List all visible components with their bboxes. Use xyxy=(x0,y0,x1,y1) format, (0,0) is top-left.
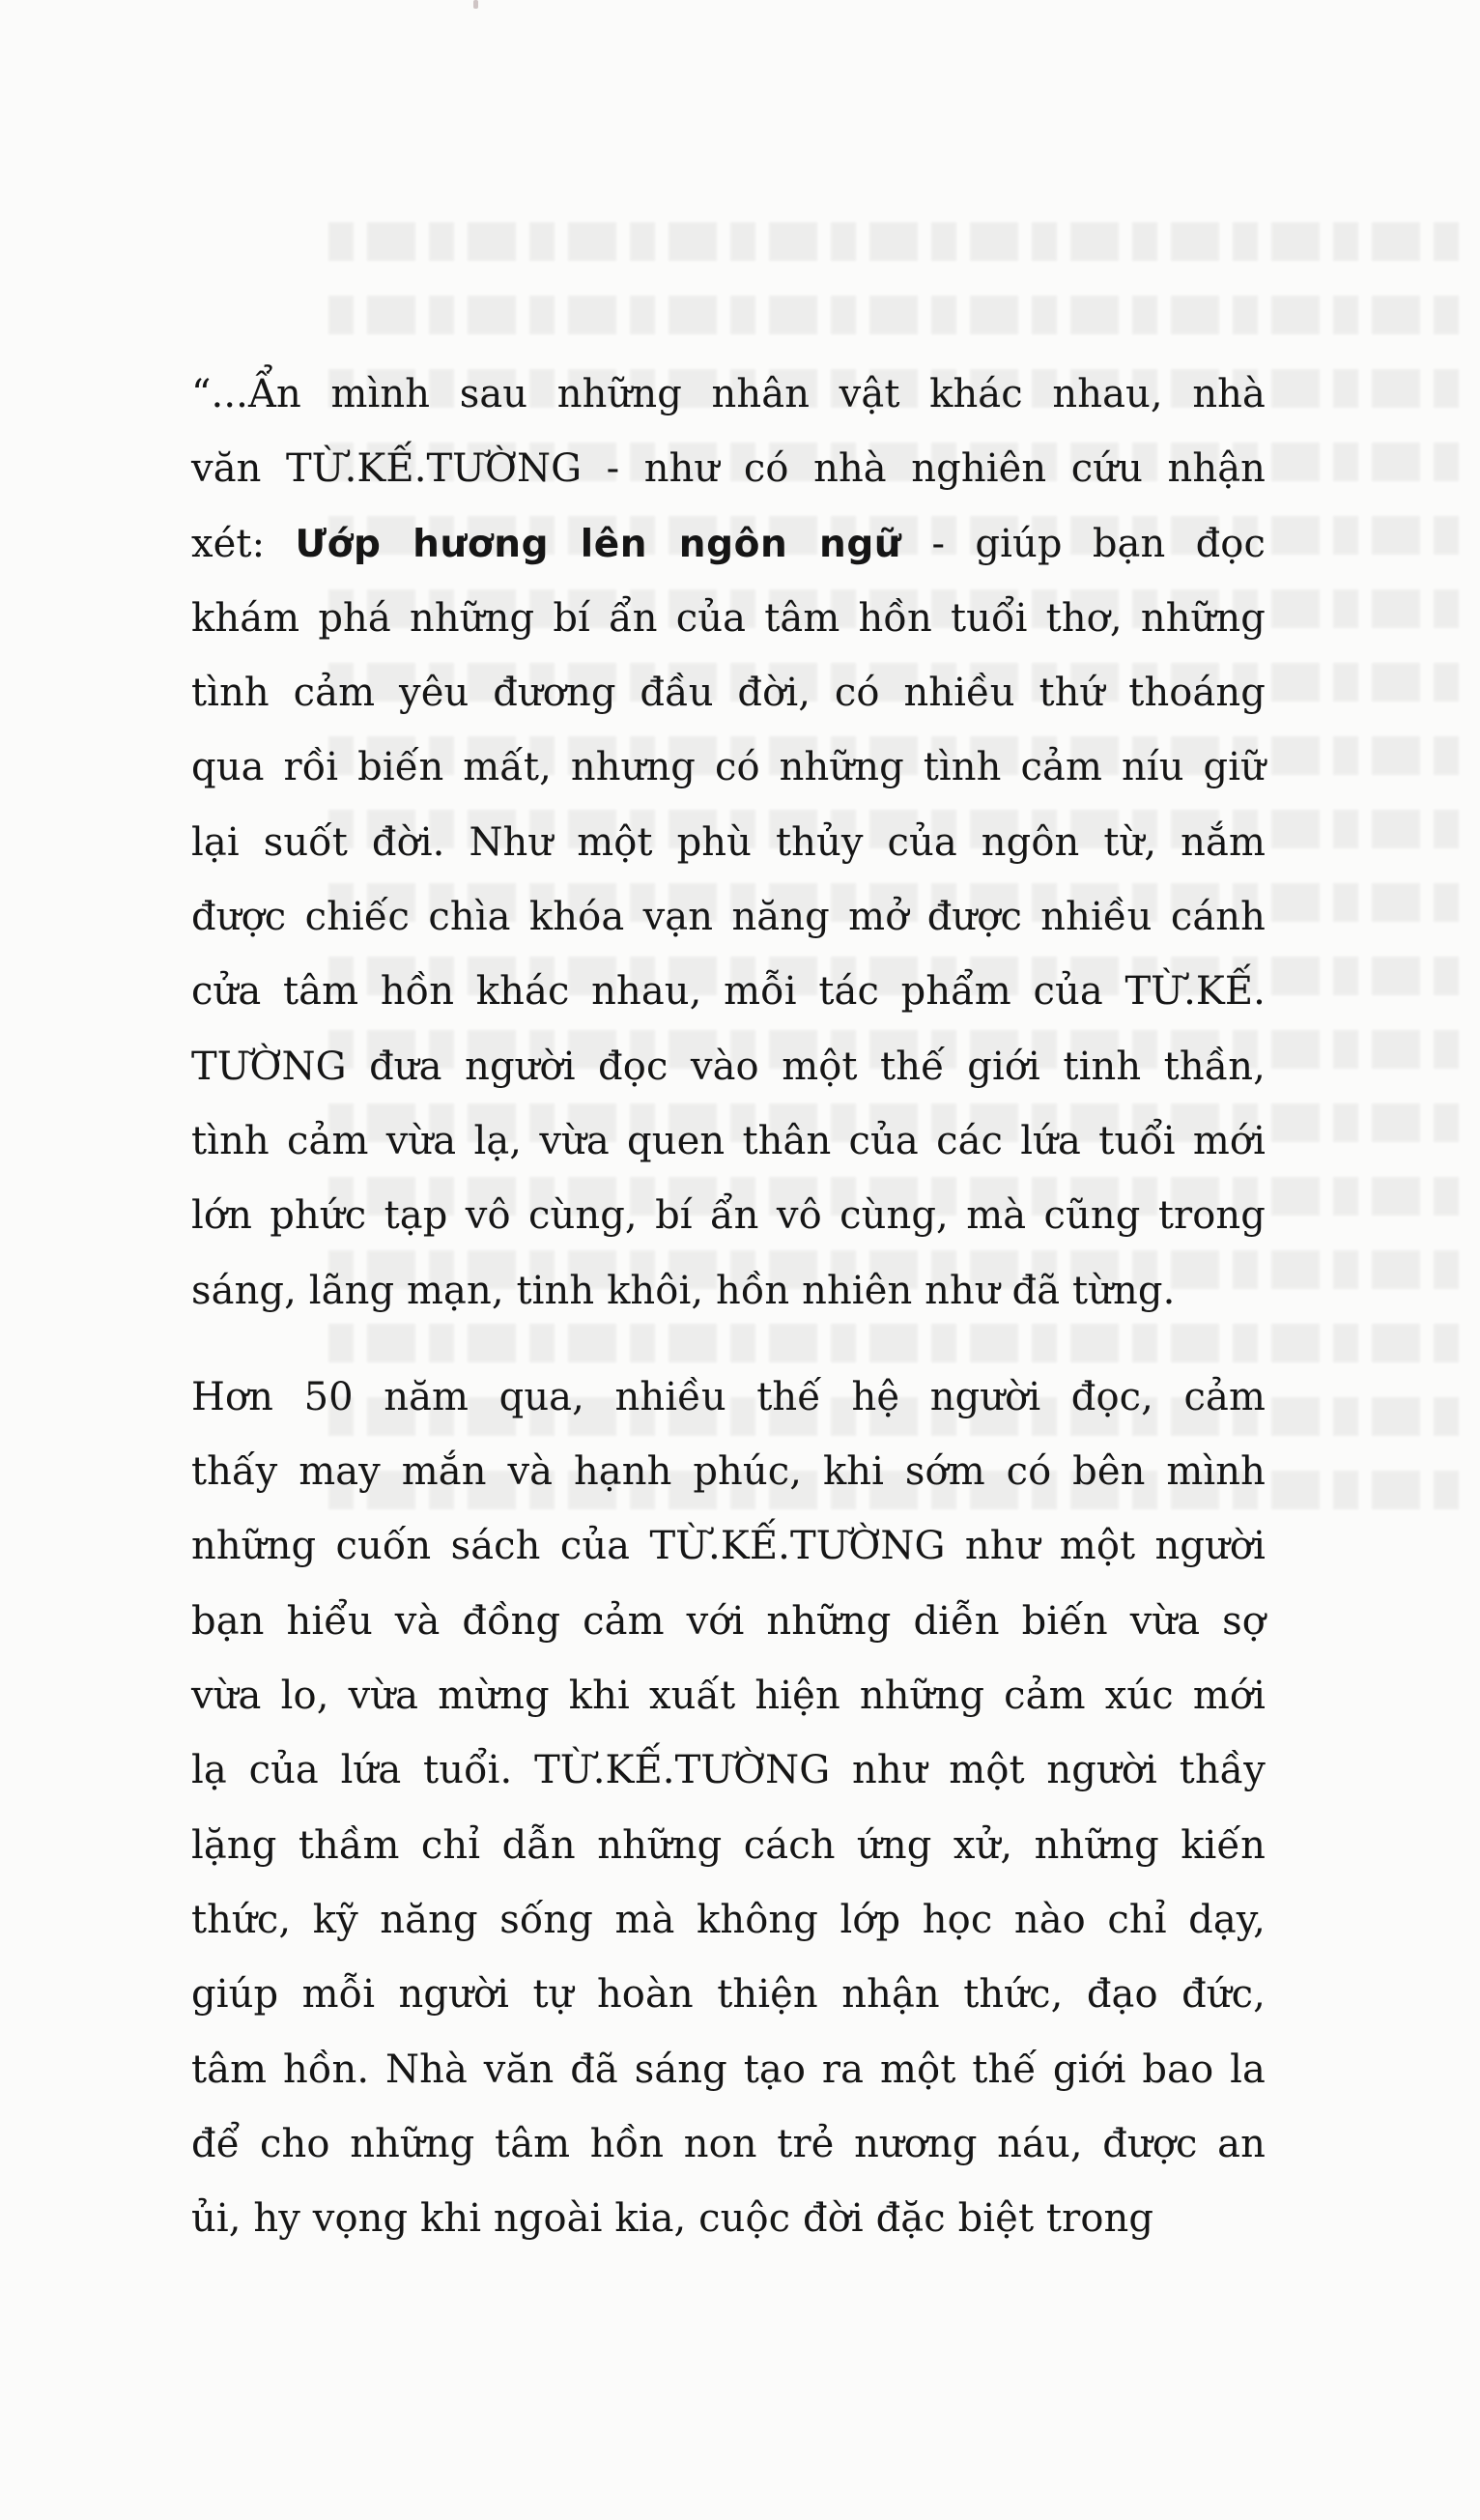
text-line: thức, kỹ năng sống mà không lớp học nào chỉ dạy, xyxy=(191,1897,1266,1942)
text-line: qua rồi biến mất, nhưng có những tình cảm níu giữ xyxy=(191,745,1266,790)
text-line: sáng, lãng mạn, tinh khôi, hồn nhiên như đã từng. xyxy=(191,1268,1176,1313)
paragraph xyxy=(191,358,1266,1329)
text-line: bạn hiểu và đồng cảm với những diễn biến vừa sợ xyxy=(191,1598,1266,1644)
text-line: ủi, hy vọng khi ngoài kia, cuộc đời đặc biệt trong xyxy=(191,2196,1154,2242)
text-line: lạ của lứa tuổi. TỪ.KẾ.TƯỜNG như một người thầy xyxy=(191,1748,1266,1793)
text-line: xét: Ướp hương lên ngôn ngữ - giúp bạn đọc xyxy=(191,521,1266,566)
text-line: khám phá những bí ẩn của tâm hồn tuổi thơ, những xyxy=(191,595,1266,641)
text-line: Hơn 50 năm qua, nhiều thế hệ người đọc, cảm xyxy=(191,1374,1266,1419)
text-line: tình cảm vừa lạ, vừa quen thân của các lứa tuổi mới xyxy=(191,1118,1266,1163)
text-line: lớn phức tạp vô cùng, bí ẩn vô cùng, mà cũng trong xyxy=(191,1193,1266,1239)
paragraph xyxy=(191,1360,1266,2257)
text-line: tình cảm yêu đương đầu đời, có nhiều thứ thoáng xyxy=(191,671,1266,716)
text-line: “...Ẩn mình sau những nhân vật khác nhau, nhà xyxy=(191,372,1266,416)
text-line: giúp mỗi người tự hoàn thiện nhận thức, đạo đức, xyxy=(191,1972,1266,2018)
text-line: tâm hồn. Nhà văn đã sáng tạo ra một thế giới bao la xyxy=(191,2047,1266,2092)
text-line: cửa tâm hồn khác nhau, mỗi tác phẩm của TỪ.KẾ. xyxy=(191,969,1266,1015)
paper-speck xyxy=(473,0,478,9)
text-line: vừa lo, vừa mừng khi xuất hiện những cảm xúc mới xyxy=(191,1674,1266,1719)
text-line: lặng thầm chỉ dẫn những cách ứng xử, những kiến xyxy=(191,1822,1266,1868)
text-line: được chiếc chìa khóa vạn năng mở được nhiều cánh xyxy=(191,895,1266,940)
text-line: TƯỜNG đưa người đọc vào một thế giới tinh thần, xyxy=(191,1044,1266,1089)
text-line: thấy may mắn và hạnh phúc, khi sớm có bên mình xyxy=(191,1449,1266,1495)
quoted-phrase: Ướp hương lên ngôn ngữ xyxy=(295,522,902,566)
text-line: lại suốt đời. Như một phù thủy của ngôn từ, nắm xyxy=(191,819,1266,865)
body-text xyxy=(191,358,1266,2256)
text-line: để cho những tâm hồn non trẻ nương náu, được an xyxy=(191,2121,1266,2166)
text-line: văn TỪ.KẾ.TƯỜNG - như có nhà nghiên cứu nhận xyxy=(191,446,1266,492)
text-line: những cuốn sách của TỪ.KẾ.TƯỜNG như một người xyxy=(191,1524,1266,1569)
